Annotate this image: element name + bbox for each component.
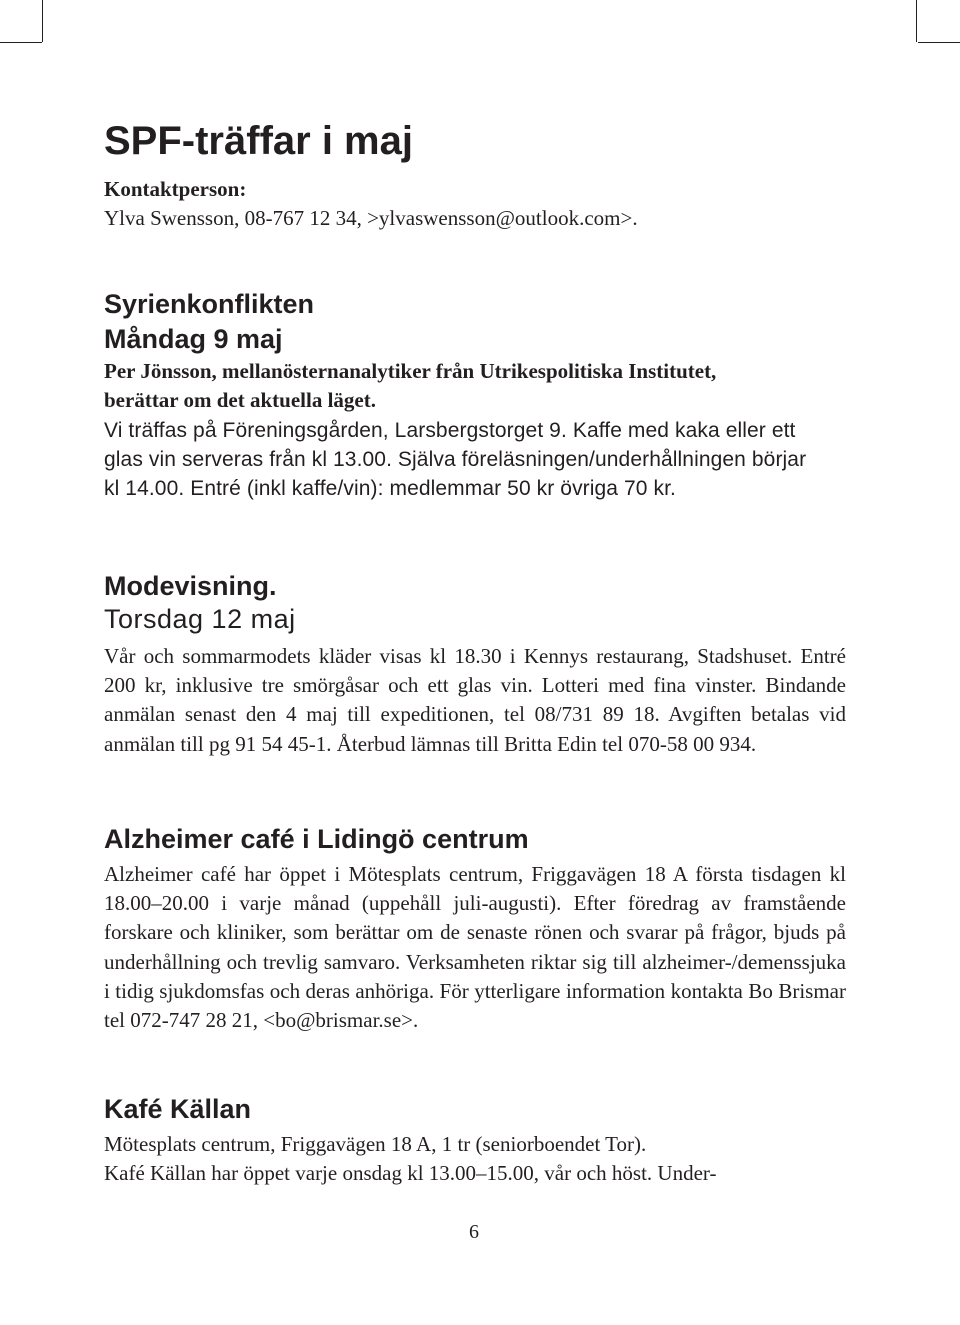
lead-line: Per Jönsson, mellanösternanalytiker från Utrikespolitiska Institutet,	[104, 359, 717, 383]
section-heading: Syrienkonflikten	[104, 289, 315, 319]
body-line: Kafé Källan har öppet varje onsdag kl 13.00–15.00, vår och höst. Under-	[104, 1161, 717, 1185]
body-line: glas vin serveras från kl 13.00. Själva föreläsningen/underhållningen börjar	[104, 448, 807, 471]
section-lead	[104, 357, 846, 415]
section-modevisning	[104, 567, 846, 759]
crop-mark-right-top	[918, 42, 960, 43]
contact-text: Ylva Swensson, 08-767 12 34, >ylvaswensson@outlook.com>.	[104, 206, 638, 230]
body-line: kl 14.00. Entré (inkl kaffe/vin): medlemmar 50 kr övriga 70 kr.	[104, 477, 676, 500]
section-body	[104, 1130, 846, 1188]
crop-mark-top-left	[42, 0, 43, 42]
section-date: Måndag 9 maj	[104, 324, 283, 354]
section-syrienkonflikten	[104, 285, 846, 503]
page-number: 6	[469, 1221, 479, 1243]
section-date: Torsdag 12 maj	[104, 604, 296, 634]
crop-mark-top-right	[916, 0, 917, 42]
contact-label: Kontaktperson:	[104, 177, 247, 201]
page-title: SPF-träffar i maj	[104, 119, 413, 163]
section-body	[104, 416, 846, 503]
section-body: Alzheimer café har öppet i Mötesplats centrum, Friggavägen 18 A första tisdagen kl 18.00–20.00 i varje månad (uppehåll juli-augusti). Efter föredrag av framstående forskare och kliniker, som berättar om de senaste rönen och svarar på frågor, bjuds på underhållning och trevlig samvaro. Verksamheten riktar sig till alzheimer-/demenssjuka i tidig sjukdomsfas och deras anhöriga. För ytterligare information kontakta Bo Brismar tel 072-747 28 21, <bo@brismar.se>.	[104, 862, 846, 1033]
section-heading: Kafé Källan	[104, 1094, 252, 1124]
section-kafe-kallan	[104, 1090, 846, 1188]
body-line: Mötesplats centrum, Friggavägen 18 A, 1 tr (seniorboendet Tor).	[104, 1132, 647, 1156]
contact-block	[104, 175, 846, 233]
section-heading: Alzheimer café i Lidingö centrum	[104, 824, 529, 854]
section-heading: Modevisning.	[104, 571, 277, 601]
crop-mark-left-top	[0, 42, 42, 43]
section-body: Vår och sommarmodets kläder visas kl 18.30 i Kennys restaurang, Stadshuset. Entré 200 kr, inklusive tre smörgåsar och ett glas vin. Lotteri med fina vinster. Bindande anmälan senast den 4 maj till expeditionen, tel 08/731 89 18. Avgiften betalas vid anmälan till pg 91 54 45-1. Återbud lämnas till Britta Edin tel 070-58 00 934.	[104, 644, 846, 756]
lead-line: berättar om det aktuella läget.	[104, 388, 376, 412]
section-alzheimer-cafe	[104, 820, 846, 1035]
body-line: Vi träffas på Föreningsgården, Larsbergstorget 9. Kaffe med kaka eller ett	[104, 419, 796, 442]
